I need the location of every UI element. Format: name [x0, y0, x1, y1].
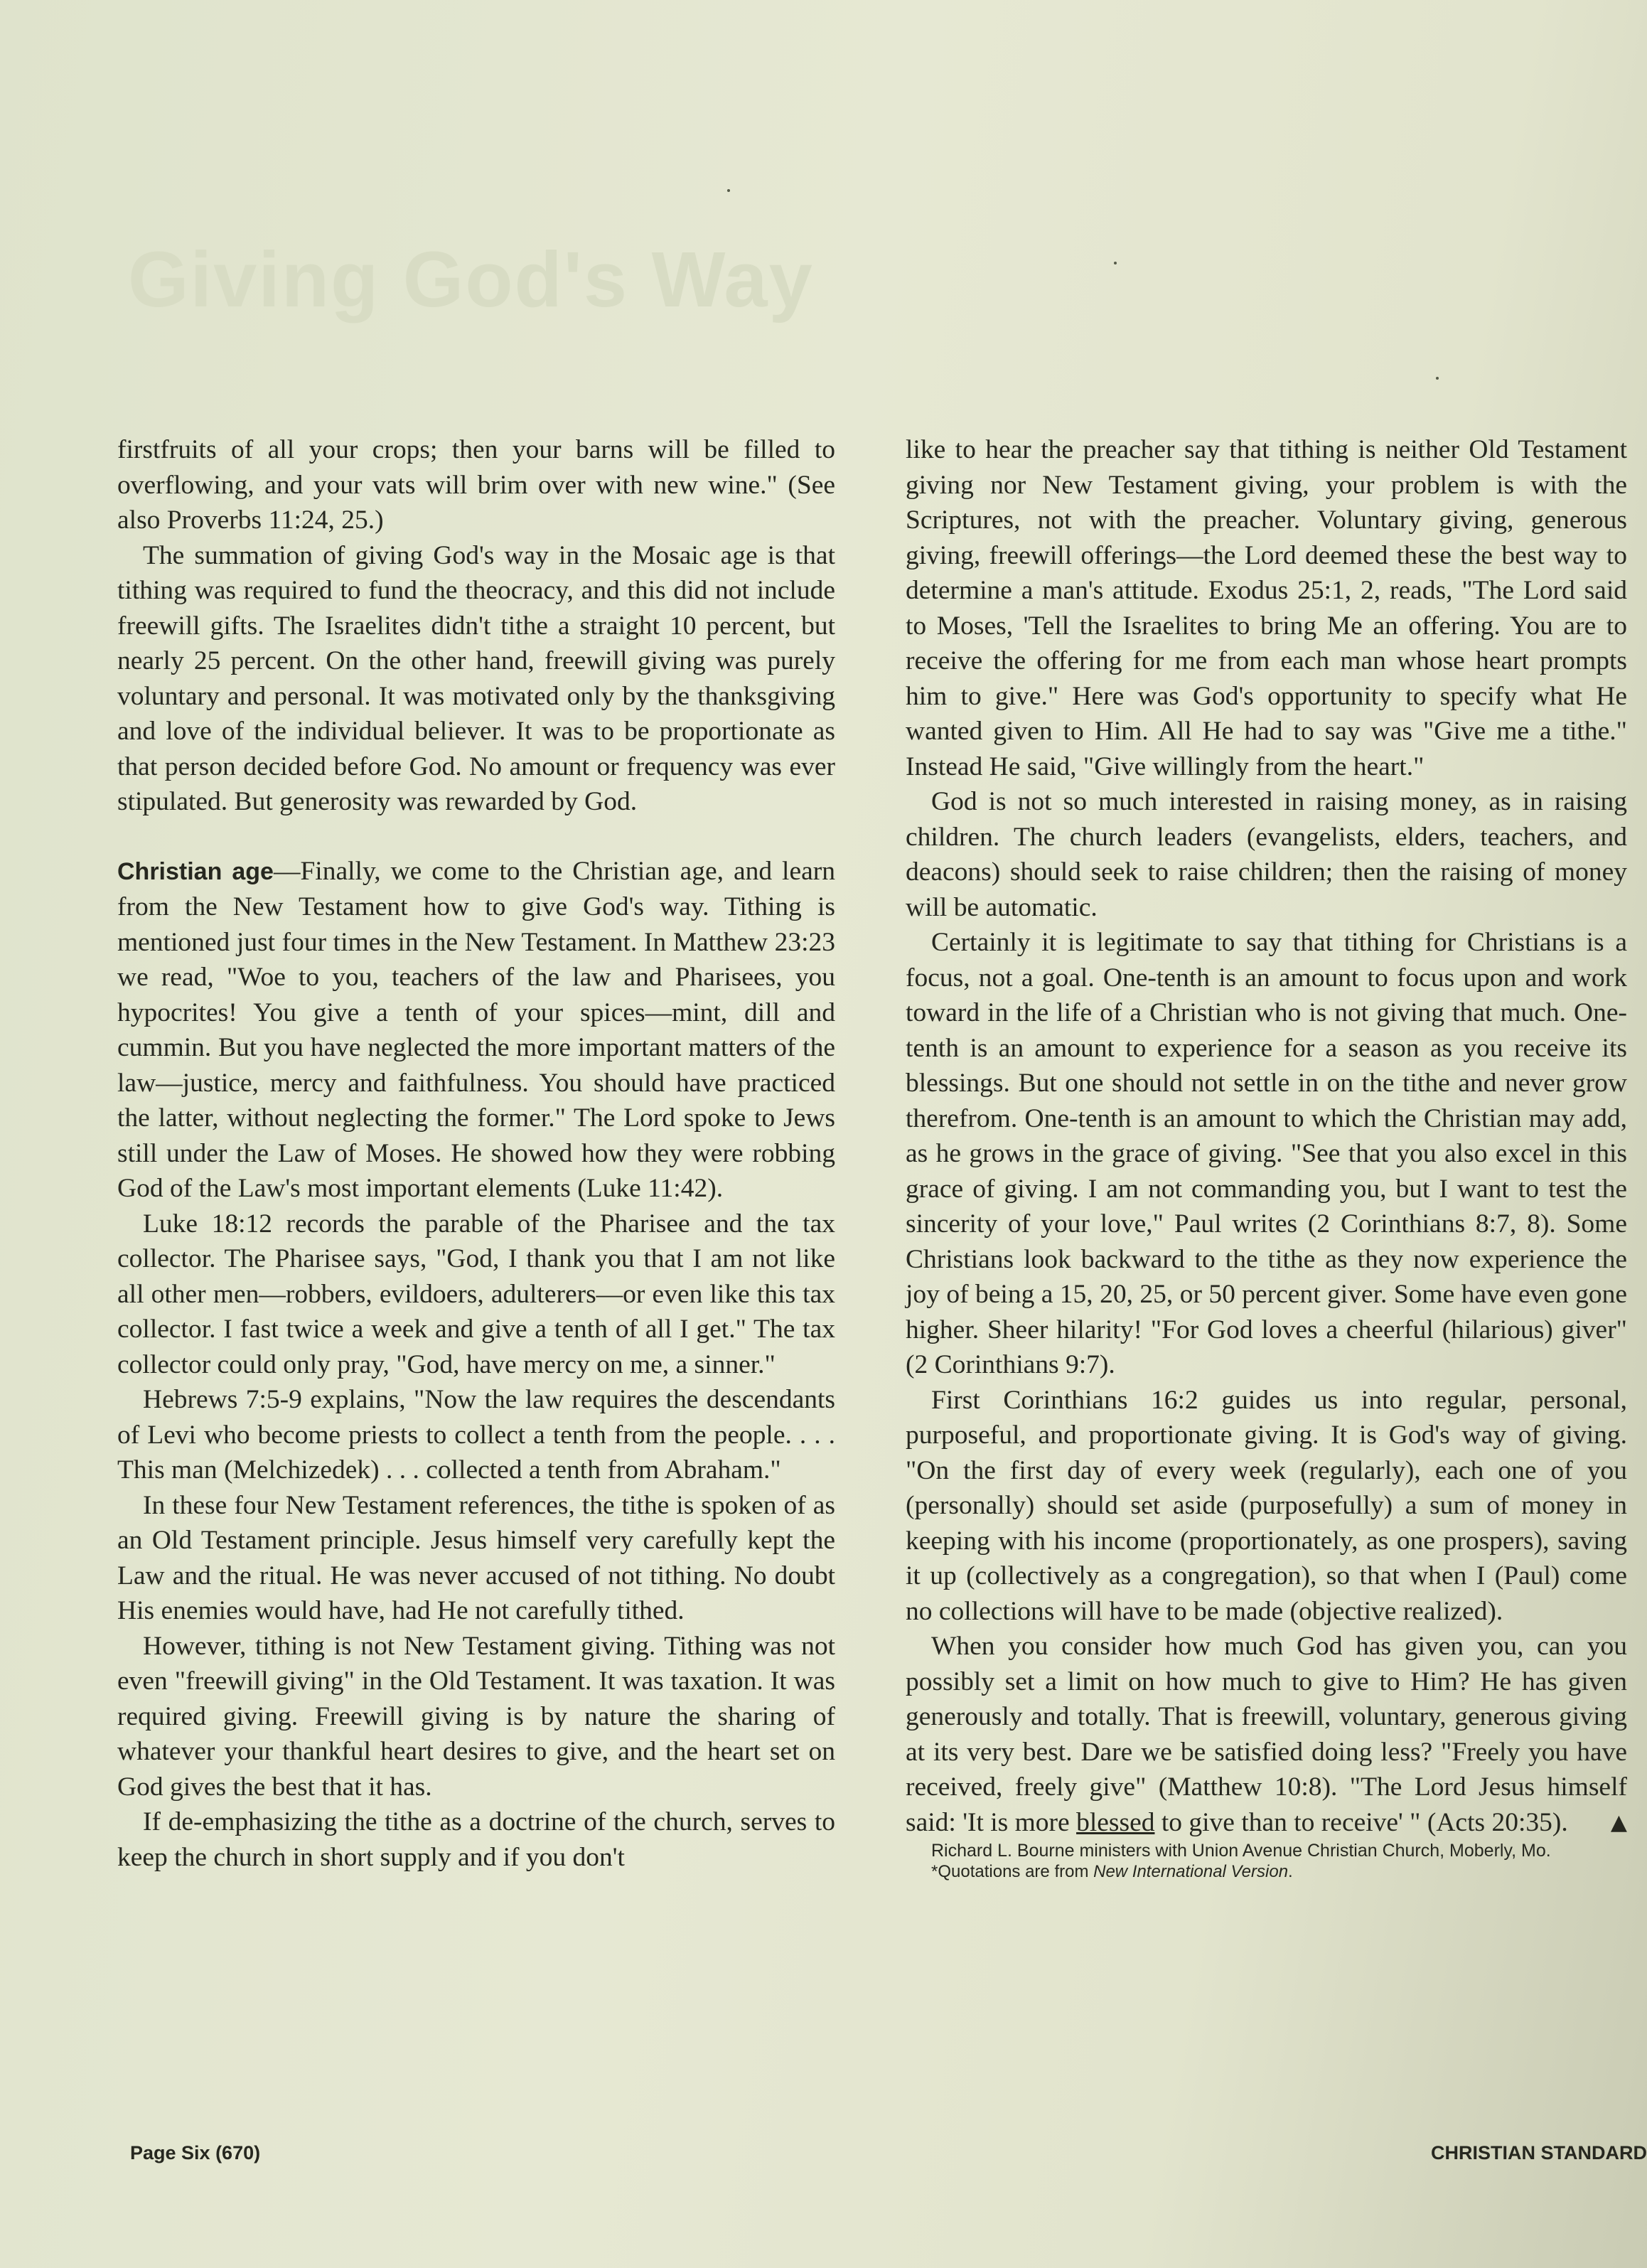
- paragraph-text: to give than to receive' " (Acts 20:35).: [1154, 1807, 1568, 1837]
- paragraph: However, tithing is not New Testament giving. Tithing was not even "freewill giving" in the Old Testament. It was taxation. It was required giving. Freewill giving is by nature the sharing of whatever your thankful heart desires to give, and the heart set on God gives the best that it has.: [117, 1631, 835, 1802]
- page-number: Page Six (670): [130, 2142, 261, 2163]
- paragraph: First Corinthians 16:2 guides us into regular, personal, purposeful, and proportionate giving. It is God's way of giving. "On the first day of every week (regularly), each one of you (personally) should set aside (purposefully) a sum of money in keeping with his income (proportionately, as one prospers), saving it up (collectively as a congregation), so that when I (Paul) come no collections will have to be made (objective realized).: [906, 1385, 1627, 1626]
- author-byline: Richard L. Bourne ministers with Union Avenue Christian Church, Moberly, Mo.: [931, 1841, 1551, 1861]
- paper-speck: [727, 189, 730, 192]
- paragraph: [906, 1629, 1627, 1840]
- section-heading: Christian age: [117, 857, 274, 885]
- paragraph: In these four New Testament references, the tithe is spoken of as an Old Testament principle. Jesus himself very carefully kept the Law and the ritual. He was never accused of not tithing. No doubt His enemies would have, had He not carefully tithed.: [117, 1490, 835, 1625]
- paragraph: Certainly it is legitimate to say that tithing for Christians is a focus, not a goal. One-tenth is an amount to focus upon and work toward in the life of a Christian who is not giving that much. One-tenth is an amount to experience for a season as you receive its blessings. But one should not settle in on the tithe and never grow therefrom. One-tenth is an amount to which the Christian may add, as he grows in the grace of giving. "See that you also excel in this grace of giving. I am not commanding you, but I want to test the sincerity of your love," Paul writes (2 Corinthians 8:7, 8). Some Christians look backward to the tithe as they now experience the joy of being a 15, 20, 25, or 50 percent giver. Some have even gone higher. Sheer hilarity! "For God loves a cheerful (hilarious) giver" (2 Corinthians 9:7).: [906, 928, 1627, 1379]
- quotation-note: *Quotations are from New International Version.: [931, 1862, 1293, 1881]
- paragraph: firstfruits of all your crops; then your barns will be filled to overflowing, and your vats will brim over with new wine." (See also Proverbs 11:24, 25.): [117, 435, 835, 535]
- publication-name: CHRISTIAN STANDARD: [1431, 2142, 1647, 2163]
- paragraph-text: —Finally, we come to the Christian age, and learn from the New Testament how to give God's way. Tithing is mentioned just four times in the New Testament. In Matthew 23:23 we read, "Woe to you, teachers of the law and Pharisees, you hypocrites! You give a tenth of your spices—mint, dill and cummin. But you have neglected the more important matters of the law—justice, mercy and faithfulness. You should have practiced the latter, without neglecting the former." The Lord spoke to Jews still under the Law of Moses. He showed how they were robbing God of the Law's most important elements (Luke 11:42).: [117, 856, 836, 1203]
- paragraph: If de-emphasizing the tithe as a doctrine of the church, serves to keep the church in short supply and if you don't: [117, 1807, 835, 1872]
- paragraph: [117, 854, 835, 1207]
- paragraph: Hebrews 7:5-9 explains, "Now the law requires the descendants of Levi who become priests to collect a tenth from the people. . . . This man (Melchizedek) . . . collected a tenth from Abraham.": [117, 1385, 835, 1485]
- paragraph: God is not so much interested in raising money, as in raising children. The church leaders (evangelists, elders, teachers, and deacons) should seek to raise children; then the raising of money will be automatic.: [906, 787, 1627, 922]
- paragraph: Luke 18:12 records the parable of the Pharisee and the tax collector. The Pharisee says, "God, I thank you that I am not like all other men—robbers, evildoers, adulterers—or even like this tax collector. I fast twice a week and give a tenth of all I get." The tax collector could only pray, "God, have mercy on me, a sinner.": [117, 1209, 835, 1379]
- paragraph-text: When you consider how much God has given you, can you possibly set a limit on how much to give to Him? He has given generously and totally. That is freewill, voluntary, generous giving at its very best. Dare we be satisfied doing less? "Freely you have received, freely give" (Matthew 10:8). "The Lord Jesus himself said: 'It is more: [906, 1632, 1627, 1837]
- faded-title: Giving God's Way: [128, 236, 814, 323]
- left-column: [117, 432, 835, 1875]
- paper-speck: [1436, 377, 1439, 380]
- end-mark-icon: ▲: [1610, 1809, 1627, 1835]
- paper-speck: [1114, 262, 1117, 264]
- paragraph: like to hear the preacher say that tithing is neither Old Testament giving nor New Testament giving, your problem is with the Scriptures, not with the preacher. Voluntary giving, generous giving, freewill offerings—the Lord deemed these the best way to determine a man's attitude. Exodus 25:1, 2, reads, "The Lord said to Moses, 'Tell the Israelites to bring Me an offering. You are to receive the offering for me from each man whose heart prompts him to give." Here was God's opportunity to specify what He wanted given to Him. All He had to say was "Give me a tithe." Instead He said, "Give willingly from the heart.": [906, 435, 1627, 781]
- right-column: [906, 432, 1627, 1883]
- underlined-word: blessed: [1076, 1807, 1155, 1837]
- source-title: New International Version: [1093, 1862, 1289, 1881]
- paragraph: The summation of giving God's way in the Mosaic age is that tithing was required to fund the theocracy, and this did not include freewill gifts. The Israelites didn't tithe a straight 10 percent, but nearly 25 percent. On the other hand, freewill giving was purely voluntary and personal. It was motivated only by the thanksgiving and love of the individual believer. It was to be proportionate as that person decided before God. No amount or frequency was ever stipulated. But generosity was rewarded by God.: [117, 540, 835, 816]
